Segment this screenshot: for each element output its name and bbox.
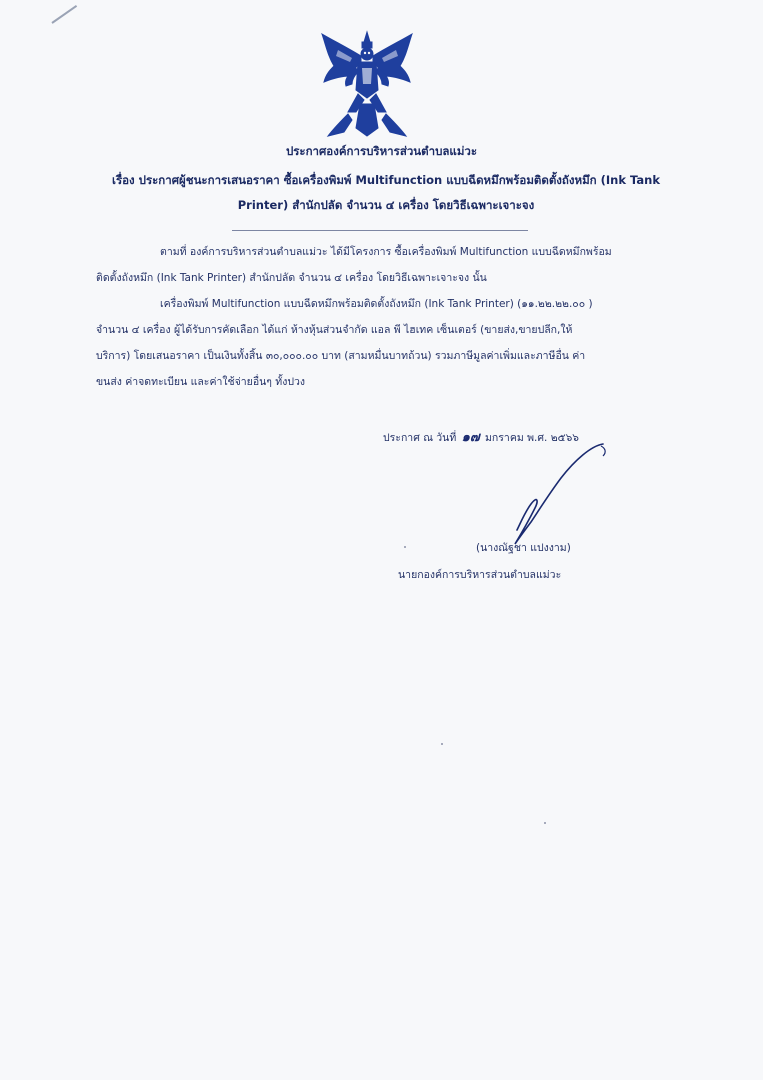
scan-artifact-mark — [51, 5, 77, 24]
garuda-emblem-icon — [318, 28, 416, 140]
body-line-4: จำนวน ๔ เครื่อง ผู้ได้รับการคัดเลือก ได้แก่ ห้างหุ้นส่วนจำกัด แอล พี ไฮเทค เซ็นเตอร์ (ขายส่ง,ขายปลีก,ให้ — [96, 324, 573, 336]
body-line-6: ขนส่ง ค่าจดทะเบียน และค่าใช้จ่ายอื่นๆ ทั้งปวง — [96, 376, 306, 388]
body-line-1: ตามที่ องค์การบริหารส่วนตำบลแม่วะ ได้มีโครงการ ซื้อเครื่องพิมพ์ Multifunction แบบฉีดหมึกพร้อม — [160, 246, 612, 258]
body-line-5: บริการ) โดยเสนอราคา เป็นเงินทั้งสิ้น ๓๐,๐๐๐.๐๐ บาท (สามหมื่นบาทถ้วน) รวมภาษีมูลค่าเพิ่มและภาษีอื่น ค่า — [96, 350, 586, 362]
date-day-handwritten: ๑๗ — [461, 430, 480, 445]
subject-line-2: Printer) สำนักปลัด จำนวน ๔ เครื่อง โดยวิธีเฉพาะเจาะจง — [237, 198, 535, 212]
title-divider — [232, 230, 528, 231]
date-suffix: มกราคม พ.ศ. ๒๕๖๖ — [485, 432, 579, 444]
announcement-title: ประกาศองค์การบริหารส่วนตำบลแม่วะ — [285, 144, 478, 158]
date-prefix: ประกาศ ณ วันที่ — [383, 432, 457, 444]
subject-line-1: เรื่อง ประกาศผู้ชนะการเสนอราคา ซื้อเครื่องพิมพ์ Multifunction แบบฉีดหมึกพร้อมติดตั้งถังหมึก (Ink Tank — [112, 173, 660, 187]
scan-speck — [404, 546, 406, 548]
body-line-3: เครื่องพิมพ์ Multifunction แบบฉีดหมึกพร้อมติดตั้งถังหมึก (Ink Tank Printer) (๑๑.๒๒.๒๒.๐๐ ) — [160, 298, 593, 310]
scan-speck — [441, 743, 443, 745]
signer-name: (นางณัฐชา แปงงาม) — [476, 542, 571, 554]
body-line-2: ติดตั้งถังหมึก (Ink Tank Printer) สำนักปลัด จำนวน ๔ เครื่อง โดยวิธีเฉพาะเจาะจง นั้น — [96, 272, 487, 284]
scan-speck — [544, 822, 546, 824]
announcement-subject — [96, 168, 676, 218]
handwritten-signature-icon — [495, 438, 615, 553]
signer-title: นายกองค์การบริหารส่วนตำบลแม่วะ — [398, 569, 562, 581]
